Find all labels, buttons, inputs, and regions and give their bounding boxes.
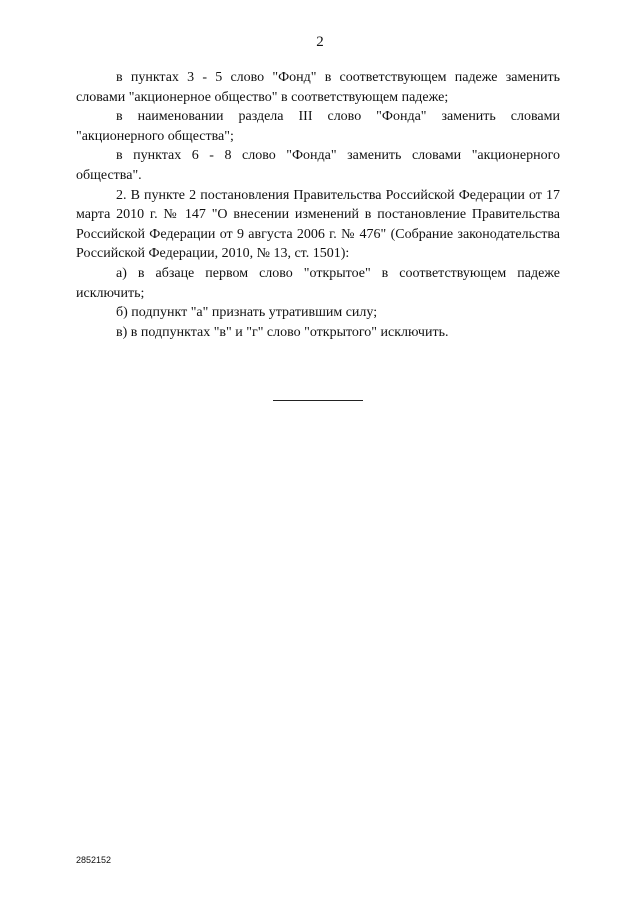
paragraph-section-3-title: в наименовании раздела III слово "Фонда" заменить словами "акционерного общества"; xyxy=(76,109,560,144)
page-number: 2 xyxy=(316,34,324,50)
subpoint-b: б) подпункт "а" признать утратившим силу; xyxy=(116,305,378,321)
document-code: 2852152 xyxy=(76,855,112,865)
document-body xyxy=(76,68,560,342)
subpoint-v: в) в подпунктах "в" и "г" слово "открытого" исключить. xyxy=(116,324,449,340)
end-of-text-divider xyxy=(273,400,363,401)
paragraph-points-6-8: в пунктах 6 - 8 слово "Фонда" заменить словами "акционерного общества". xyxy=(76,148,560,183)
subpoint-a: а) в абзаце первом слово "открытое" в соответствующем падеже исключить; xyxy=(76,265,560,301)
paragraph-resolution-147: 2. В пункте 2 постановления Правительства Российской Федерации от 17 марта 2010 г. № 147 "О внесении изменений в постановление Правительства Российской Федерации от 9 августа 2006 г. № 476" (Собрание законодательства Российской Федерации, 2010, № 13, ст. 1501): xyxy=(76,187,560,262)
paragraph-points-3-5: в пунктах 3 - 5 слово "Фонд" в соответствующем падеже заменить словами "акционерное общество" в соответствующем падеже; xyxy=(76,70,560,105)
